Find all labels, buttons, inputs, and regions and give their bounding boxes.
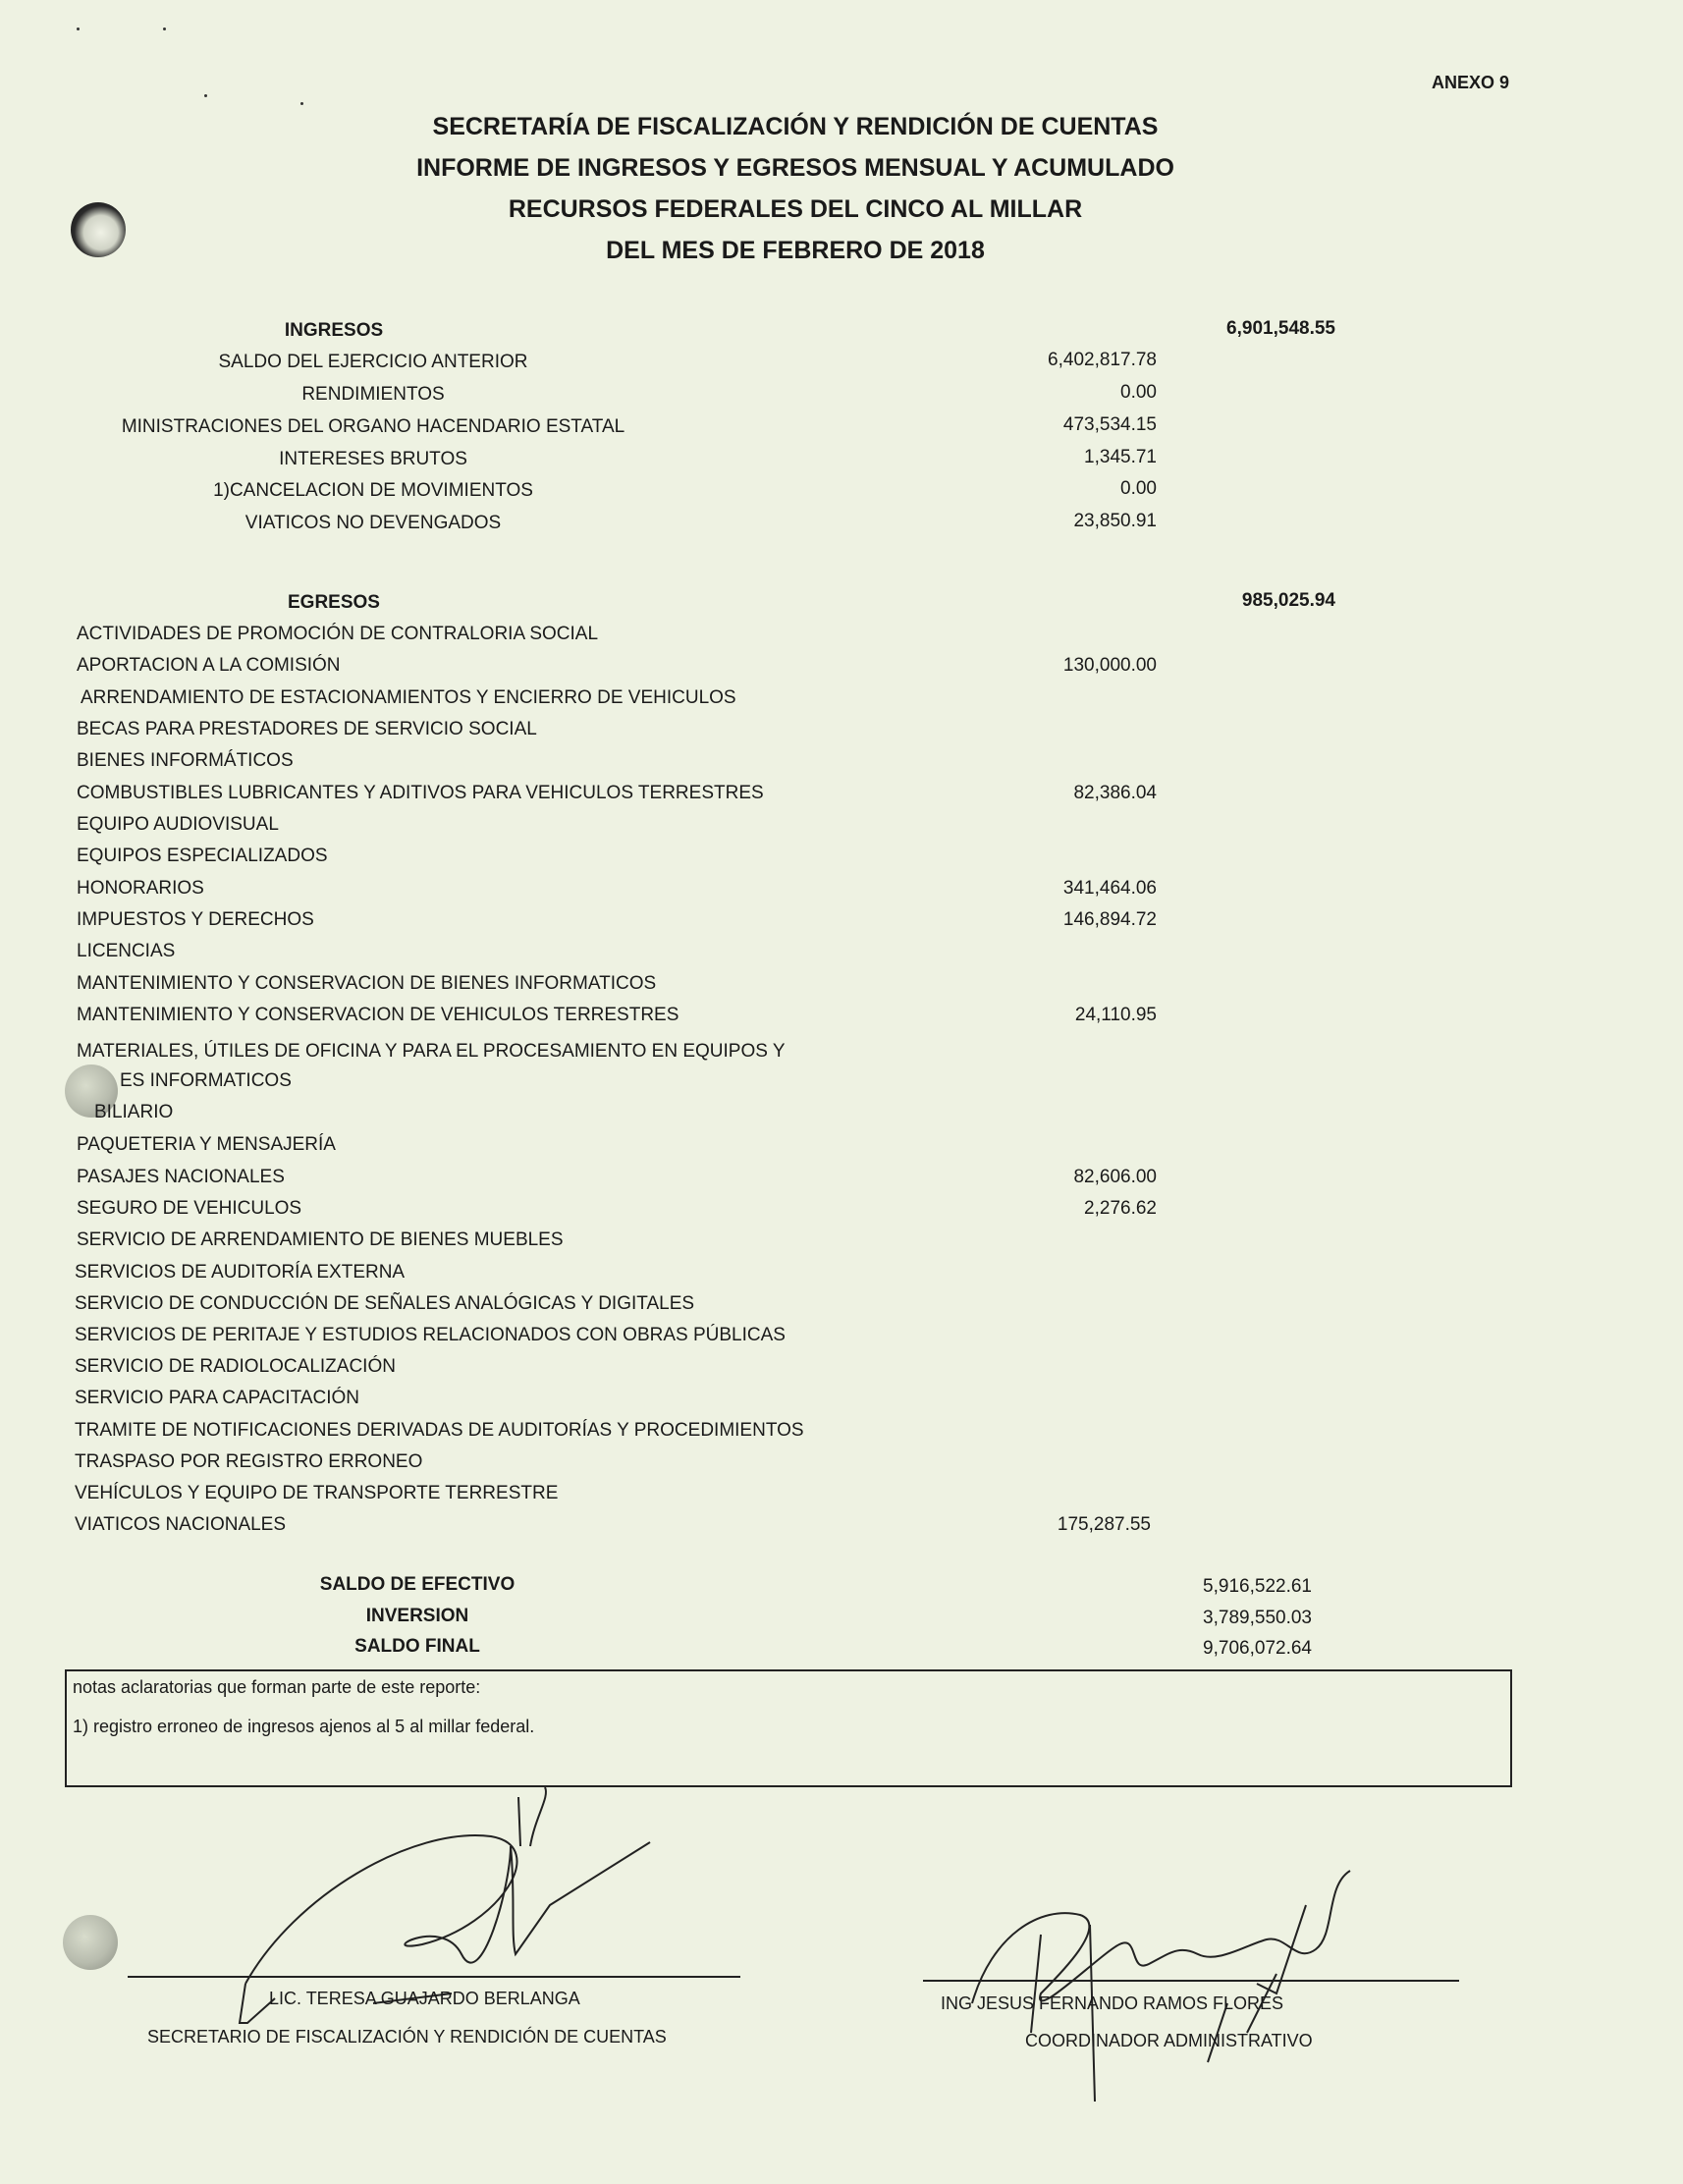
header-line-2: INFORME DE INGRESOS Y EGRESOS MENSUAL Y ACUMULADO: [416, 154, 1174, 182]
egresos-item-label: SERVICIOS DE PERITAJE Y ESTUDIOS RELACIONADOS CON OBRAS PÚBLICAS: [75, 1325, 786, 1345]
egresos-item-label: SERVICIO DE RADIOLOCALIZACIÓN: [75, 1356, 396, 1377]
egresos-item-label: EQUIPOS ESPECIALIZADOS: [77, 846, 328, 866]
ingresos-item-label: SALDO DEL EJERCICIO ANTERIOR: [218, 352, 528, 372]
ingresos-item-label: RENDIMIENTOS: [301, 384, 445, 405]
right-signature-line: [923, 1980, 1459, 1982]
egresos-item-amount: 146,894.72: [1062, 909, 1157, 930]
ingresos-title: INGRESOS: [284, 320, 384, 341]
note-item: 1) registro erroneo de ingresos ajenos al 5 al millar federal.: [73, 1717, 535, 1736]
egresos-item-label: ES INFORMATICOS: [120, 1070, 292, 1091]
ingresos-item-amount: 0.00: [1120, 478, 1157, 499]
egresos-item-label: SERVICIOS DE AUDITORÍA EXTERNA: [75, 1262, 406, 1283]
egresos-item-label: BECAS PARA PRESTADORES DE SERVICIO SOCIAL: [77, 719, 537, 739]
egresos-item-label: COMBUSTIBLES LUBRICANTES Y ADITIVOS PARA VEHICULOS TERRESTRES: [77, 783, 764, 803]
saldo-final-label: SALDO FINAL: [354, 1636, 480, 1657]
egresos-item-label: BIENES INFORMÁTICOS: [77, 750, 294, 771]
egresos-item-label: SEGURO DE VEHICULOS: [77, 1198, 302, 1219]
ingresos-item-amount: 23,850.91: [1073, 511, 1157, 531]
egresos-item-label: ACTIVIDADES DE PROMOCIÓN DE CONTRALORIA SOCIAL: [77, 624, 599, 644]
left-signer-name: LIC. TERESA GUAJARDO BERLANGA: [269, 1989, 580, 2008]
right-signature-stroke: [972, 1871, 1350, 2003]
ingresos-item-label: VIATICOS NO DEVENGADOS: [244, 513, 502, 533]
right-signer-name: ING JESUS FERNANDO RAMOS FLORES: [941, 1993, 1284, 2013]
inversion-label: INVERSION: [365, 1606, 469, 1626]
egresos-item-label: LICENCIAS: [77, 941, 176, 961]
egresos-item-label: TRASPASO POR REGISTRO ERRONEO: [75, 1451, 423, 1472]
inversion-amount: 3,789,550.03: [1203, 1608, 1312, 1628]
ingresos-item-label: INTERESES BRUTOS: [279, 449, 467, 469]
egresos-item-amount: 82,386.04: [1073, 783, 1157, 803]
ingresos-total: 6,901,548.55: [1226, 318, 1335, 339]
egresos-total: 985,025.94: [1241, 590, 1335, 611]
annex-label: ANEXO 9: [1432, 73, 1510, 92]
notes-title: notas aclaratorias que forman parte de este reporte:: [73, 1677, 481, 1697]
egresos-title: EGRESOS: [288, 592, 380, 613]
egresos-item-label: VIATICOS NACIONALES: [75, 1514, 287, 1535]
ingresos-item-label: 1)CANCELACION DE MOVIMIENTOS: [213, 480, 533, 501]
egresos-item-amount: 82,606.00: [1073, 1167, 1157, 1187]
ingresos-item-label: MINISTRACIONES DEL ORGANO HACENDARIO ESTATAL: [121, 416, 625, 437]
egresos-item-label: PAQUETERIA Y MENSAJERÍA: [77, 1134, 336, 1155]
egresos-item-label: SERVICIO DE CONDUCCIÓN DE SEÑALES ANALÓGICAS Y DIGITALES: [75, 1293, 695, 1314]
left-signature-line: [128, 1976, 740, 1978]
egresos-item-label: SERVICIO PARA CAPACITACIÓN: [75, 1388, 359, 1408]
header-line-3: RECURSOS FEDERALES DEL CINCO AL MILLAR: [508, 195, 1083, 223]
ingresos-item-amount: 6,402,817.78: [1048, 350, 1157, 370]
egresos-item-label: BILIARIO: [94, 1102, 174, 1122]
egresos-item-label: HONORARIOS: [77, 878, 204, 899]
egresos-item-amount: 2,276.62: [1084, 1198, 1157, 1219]
right-signer-title: COORDINADOR ADMINISTRATIVO: [1025, 2031, 1313, 2050]
left-signer-title: SECRETARIO DE FISCALIZACIÓN Y RENDICIÓN DE CUENTAS: [147, 2027, 667, 2047]
egresos-item-label: MANTENIMIENTO Y CONSERVACION DE VEHICULOS TERRESTRES: [77, 1005, 679, 1025]
egresos-item-label: IMPUESTOS Y DERECHOS: [77, 909, 314, 930]
left-signature-stroke: [518, 1787, 546, 1846]
egresos-item-label: SERVICIO DE ARRENDAMIENTO DE BIENES MUEBLES: [77, 1229, 564, 1250]
saldo-efectivo-label: SALDO DE EFECTIVO: [319, 1574, 516, 1595]
egresos-item-label: EQUIPO AUDIOVISUAL: [77, 814, 279, 835]
egresos-item-label: APORTACION A LA COMISIÓN: [77, 655, 341, 676]
egresos-item-amount: 175,287.55: [1057, 1514, 1151, 1535]
egresos-item-label: VEHÍCULOS Y EQUIPO DE TRANSPORTE TERRESTRE: [75, 1483, 559, 1503]
egresos-item-label: MATERIALES, ÚTILES DE OFICINA Y PARA EL PROCESAMIENTO EN EQUIPOS Y: [77, 1041, 786, 1062]
saldo-final-amount: 9,706,072.64: [1203, 1638, 1312, 1659]
ingresos-item-amount: 0.00: [1120, 382, 1157, 403]
egresos-item-label: TRAMITE DE NOTIFICACIONES DERIVADAS DE AUDITORÍAS Y PROCEDIMIENTOS: [75, 1420, 804, 1441]
saldo-efectivo-amount: 5,916,522.61: [1203, 1576, 1312, 1597]
egresos-item-amount: 130,000.00: [1062, 655, 1157, 676]
header-line-4: DEL MES DE FEBRERO DE 2018: [606, 237, 985, 264]
egresos-item-label: ARRENDAMIENTO DE ESTACIONAMIENTOS Y ENCIERRO DE VEHICULOS: [81, 687, 736, 708]
header-line-1: SECRETARÍA DE FISCALIZACIÓN Y RENDICIÓN DE CUENTAS: [432, 113, 1159, 140]
left-signature-stroke: [245, 1835, 650, 1984]
egresos-item-amount: 24,110.95: [1074, 1005, 1157, 1025]
egresos-item-label: PASAJES NACIONALES: [77, 1167, 285, 1187]
egresos-item-amount: 341,464.06: [1062, 878, 1157, 899]
egresos-item-label: MANTENIMIENTO Y CONSERVACION DE BIENES INFORMATICOS: [77, 973, 657, 994]
ingresos-item-amount: 1,345.71: [1084, 447, 1157, 467]
ingresos-item-amount: 473,534.15: [1062, 414, 1157, 435]
